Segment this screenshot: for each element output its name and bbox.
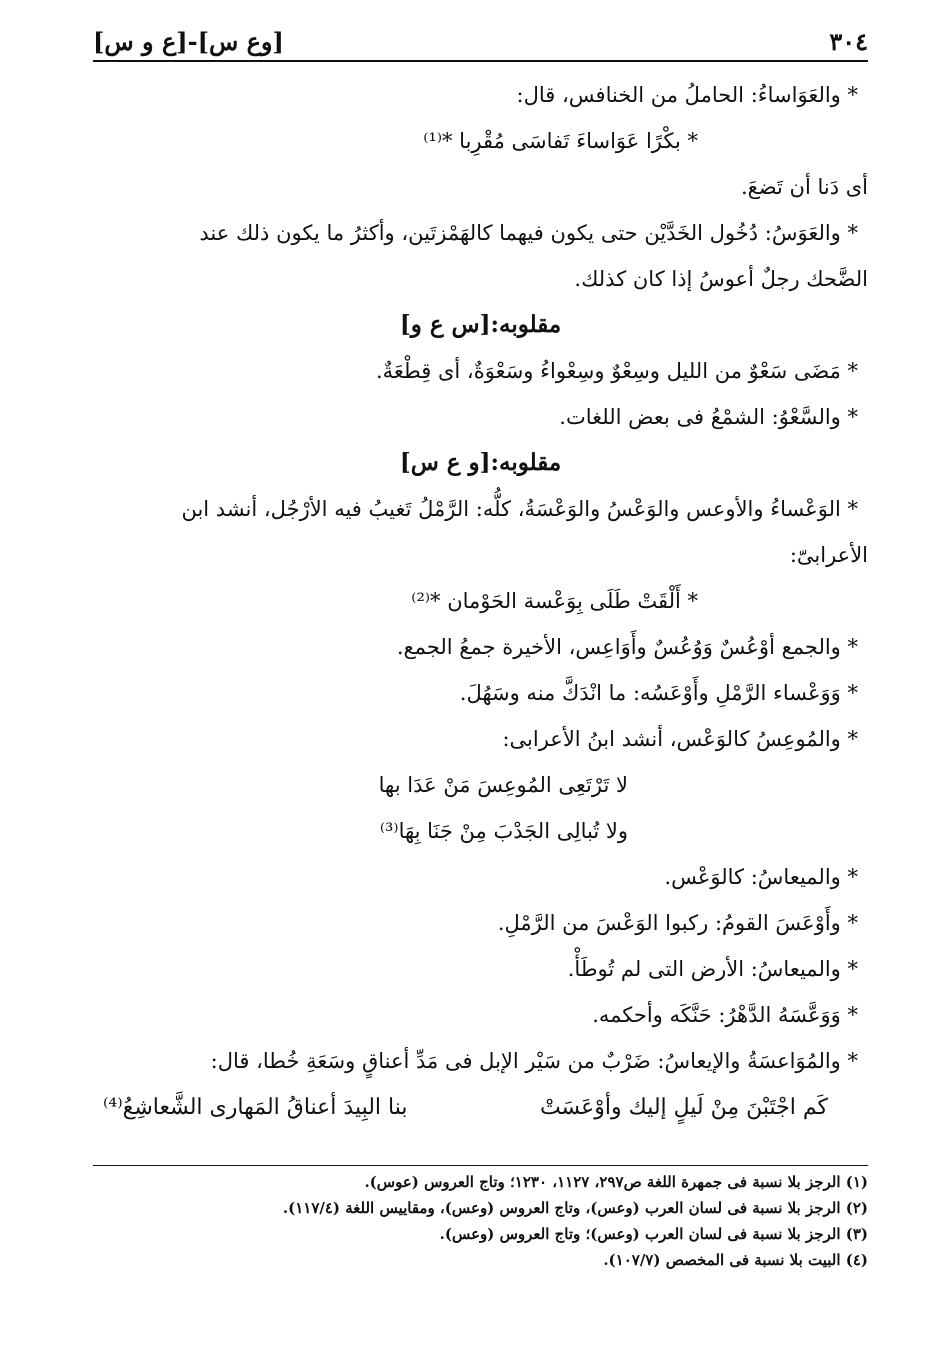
header-rule [93,60,868,62]
page-header [93,18,868,56]
text-line: * والعَوَسُ: دُخُول الخَدَّيْن حتى يكون فيهما كالهَمْزتَين، وأكثرُ ما يكون ذلك عند [199,220,858,245]
text-line: * والعَوَاساءُ: الحاملُ من الخنافس، قال: [516,82,858,107]
text-line: * والميعاسُ: الأرض التى لم تُوطَأْ. [567,956,858,981]
text-line: * مَضَى سَعْوٌ من الليل وسِعْوٌ وسِعْواءُ وسَعْوَةٌ، أى قِطْعَةٌ. [375,358,858,383]
text-line: أى دَنا أن تَضعَ. [740,174,868,199]
text-line: * والميعاسُ: كالوَعْس. [664,864,858,889]
text-line: الضَّحك رجلٌ أعوسُ إذا كان كذلك. [574,266,868,291]
footnote-rule [93,1165,868,1166]
section-heading: مقلوبه:[و ع س] [399,448,562,476]
text-line: * وَوَعَّسَهُ الدَّهْرُ: حَنَّكَه وأحكمه. [592,1002,858,1027]
text-line: * والمُوعِسُ كالوَعْس، أنشد ابنُ الأعرابى: [502,726,858,751]
verse-line: لا تَرْتَعِى المُوعِسَ مَنْ عَدَا بها [378,772,628,797]
footnotes [93,1169,868,1273]
page-number: ٣٠٤ [829,27,868,56]
footnote: (٢) الرجز بلا نسبة فى لسان العرب (وعس)، وتاج العروس (وعس)، ومقاييس اللغة (١١٧/٤). [282,1199,868,1217]
footnote: (٤) البيت بلا نسبة فى المخصص (١٠٧/٧). [603,1251,868,1269]
text-line: * والمُوَاعسَةُ والإيعاسُ: ضَرْبٌ من سَيْر الإبل فى مَدِّ أعناقٍ وسَعَةِ خُطا، قال: [210,1048,858,1073]
section-heading: مقلوبه:[س ع و] [399,310,562,338]
text-line: * والسَّعْوُ: الشمْعُ فى بعض اللغات. [559,404,858,429]
text-line: * وَوَعْساء الرَّمْلِ وأَوْعَسُه: ما انْدَكَّ منه وسَهُلَ. [459,680,858,705]
second-hemistich: بنا البِيدَ أعناقُ المَهارى الشَّعاشِعُ⁽⁴⁾ [103,1094,408,1120]
poem-couplet [93,1084,868,1130]
entry-label: [ع و س]-[وع س] [93,27,284,56]
page-body [93,72,868,1130]
text-line: الأعرابىّ: [789,542,868,567]
verse-line: * أَلْقَتْ طَلَى بِوَعْسة الحَوْمان *⁽²⁾ [411,588,698,613]
first-hemistich: كَم اجْتَبْنَ مِنْ لَيلٍ إليك وأوْعَسَتْ [539,1094,828,1120]
footnote: (١) الرجز بلا نسبة فى جمهرة اللغة ص٢٩٧، ١١٢٧، ١٢٣٠؛ وتاج العروس (عوس). [364,1173,868,1191]
verse-line: * بكْرًا عَوَاساءَ تَفاسَى مُقْرِبا *⁽¹⁾ [423,128,698,153]
verse-line: ولا تُبالِى الجَدْبَ مِنْ جَنَا بِهَا⁽³⁾ [379,818,628,843]
text-line: * والجمع أوْعُسٌ وَوُعُسٌ وأَوَاعِس، الأخيرة جمعُ الجمع. [396,634,858,659]
text-line: * الوَعْساءُ والأوعس والوَعْسُ والوَعْسَةُ، كلُّه: الرَّمْلُ تَغيبُ فيه الأرْجُل، أنشد ابن [181,496,858,521]
footnote: (٣) الرجز بلا نسبة فى لسان العرب (وعس)؛ وتاج العروس (وعس). [439,1225,868,1243]
text-line: * وأَوْعَسَ القومُ: ركبوا الوَعْسَ من الرَّمْلِ. [497,910,858,935]
